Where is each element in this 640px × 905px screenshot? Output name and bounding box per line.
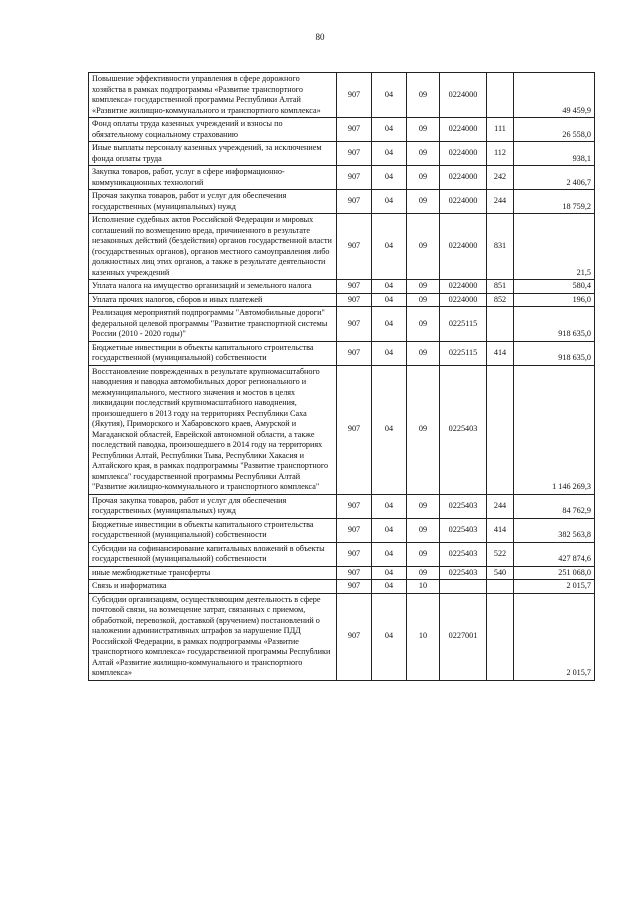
row-amount: 26 558,0 [514,118,595,142]
row-grbs-code: 907 [337,518,372,542]
table-row [89,593,595,680]
table-row [89,365,595,494]
row-target-article-code: 0225115 [440,341,487,365]
row-description: Уплата налога на имущество организаций и земельного налога [89,280,337,294]
row-amount: 938,1 [514,142,595,166]
row-section-code: 04 [372,542,407,566]
row-target-article-code: 0224000 [440,190,487,214]
row-expense-type-code [487,73,514,118]
row-target-article-code: 0224000 [440,73,487,118]
row-description: Бюджетные инвестиции в объекты капитального строительства государственной (муниципальной) собственности [89,518,337,542]
row-grbs-code: 907 [337,118,372,142]
row-expense-type-code: 540 [487,566,514,580]
row-subsection-code: 09 [407,341,440,365]
row-description: Восстановление поврежденных в результате крупномасштабного наводнения и паводка автомобильных дорог регионального и межмуниципального, местного значения и мостов в целях ликвидации последствий крупномасштабного наводнения, произошедшего в 2013 году на территориях Республики Саха (Якутия), Приморского и Хабаровского краев, Амурской и Магаданской областей, Еврейской автономной области, а также последствий паводка, произошедшего в 2014 году на территориях Республики Алтай, Республики Тыва, Республики Хакасия и Алтайского края, в рамках подпрограммы "Развитие транспортного комплекса" государственной программы Республики Алтай "Развитие жилищно-коммунального и транспортного комплекса" [89,365,337,494]
row-amount: 251 068,0 [514,566,595,580]
row-subsection-code: 09 [407,494,440,518]
row-section-code: 04 [372,73,407,118]
row-section-code: 04 [372,118,407,142]
row-expense-type-code: 414 [487,518,514,542]
row-target-article-code: 0225403 [440,566,487,580]
row-grbs-code: 907 [337,214,372,280]
row-expense-type-code: 852 [487,293,514,307]
row-subsection-code: 09 [407,365,440,494]
row-description: Уплата прочих налогов, сборов и иных платежей [89,293,337,307]
row-description: Реализация мероприятий подпрограммы "Автомобильные дороги" федеральной целевой программы "Развитие транспортной системы России (2010 - 2020 годы)" [89,307,337,342]
row-section-code: 04 [372,190,407,214]
row-target-article-code [440,580,487,594]
row-description: Субсидии организациям, осуществляющим деятельность в сфере почтовой связи, на возмещение затрат, связанных с приемом, обработкой, перевозкой, доставкой (вручением) постановлений о наложении административных штрафов за нарушение ПДД Российской Федерации, в рамках подпрограммы «Развитие транспортного комплекса» государственной программы Республики Алтай «Развитие жилищно-коммунального и транспортного комплекса» [89,593,337,680]
table-row [89,280,595,294]
row-grbs-code: 907 [337,494,372,518]
row-subsection-code: 10 [407,580,440,594]
table-row [89,190,595,214]
row-target-article-code: 0224000 [440,214,487,280]
row-grbs-code: 907 [337,307,372,342]
table-row [89,580,595,594]
row-expense-type-code: 414 [487,341,514,365]
row-amount: 918 635,0 [514,307,595,342]
budget-table [88,72,595,681]
row-description: Фонд оплаты труда казенных учреждений и взносы по обязательному социальному страхованию [89,118,337,142]
row-amount: 2 015,7 [514,580,595,594]
row-amount: 2 015,7 [514,593,595,680]
row-grbs-code: 907 [337,73,372,118]
row-amount: 2 406,7 [514,166,595,190]
row-target-article-code: 0224000 [440,280,487,294]
row-expense-type-code [487,365,514,494]
row-description: Связь и информатика [89,580,337,594]
row-target-article-code: 0224000 [440,118,487,142]
row-expense-type-code: 112 [487,142,514,166]
row-description: Субсидии на софинансирование капитальных вложений в объекты государственной (муниципальной) собственности [89,542,337,566]
row-subsection-code: 09 [407,118,440,142]
row-target-article-code: 0225115 [440,307,487,342]
row-section-code: 04 [372,214,407,280]
row-section-code: 04 [372,341,407,365]
row-subsection-code: 09 [407,293,440,307]
table-row [89,518,595,542]
row-grbs-code: 907 [337,341,372,365]
row-description: Закупка товаров, работ, услуг в сфере информационно-коммуникационных технологий [89,166,337,190]
row-section-code: 04 [372,365,407,494]
row-subsection-code: 09 [407,518,440,542]
row-section-code: 04 [372,566,407,580]
row-grbs-code: 907 [337,580,372,594]
row-amount: 196,0 [514,293,595,307]
row-amount: 21,5 [514,214,595,280]
row-section-code: 04 [372,293,407,307]
row-subsection-code: 09 [407,190,440,214]
row-expense-type-code: 244 [487,190,514,214]
table-row [89,341,595,365]
row-amount: 1 146 269,3 [514,365,595,494]
row-section-code: 04 [372,142,407,166]
row-target-article-code: 0224000 [440,293,487,307]
row-grbs-code: 907 [337,365,372,494]
table-row [89,73,595,118]
row-description: Прочая закупка товаров, работ и услуг для обеспечения государственных (муниципальных) нужд [89,494,337,518]
row-description: Бюджетные инвестиции в объекты капитального строительства государственной (муниципальной) собственности [89,341,337,365]
row-grbs-code: 907 [337,542,372,566]
row-section-code: 04 [372,580,407,594]
row-target-article-code: 0225403 [440,365,487,494]
row-expense-type-code: 242 [487,166,514,190]
row-amount: 84 762,9 [514,494,595,518]
row-amount: 918 635,0 [514,341,595,365]
row-target-article-code: 0224000 [440,166,487,190]
table-row [89,307,595,342]
row-description: Повышение эффективности управления в сфере дорожного хозяйства в рамках подпрограммы «Развитие транспортного комплекса» государственной программы Республики Алтай «Развитие жилищно-коммунального и транспортного комплекса» [89,73,337,118]
row-subsection-code: 09 [407,566,440,580]
row-expense-type-code: 522 [487,542,514,566]
row-grbs-code: 907 [337,190,372,214]
row-grbs-code: 907 [337,593,372,680]
row-amount: 18 759,2 [514,190,595,214]
row-section-code: 04 [372,280,407,294]
table-row [89,566,595,580]
row-description: Иные выплаты персоналу казенных учреждений, за исключением фонда оплаты труда [89,142,337,166]
row-expense-type-code: 111 [487,118,514,142]
row-subsection-code: 09 [407,214,440,280]
row-subsection-code: 09 [407,307,440,342]
row-expense-type-code: 851 [487,280,514,294]
row-target-article-code: 0225403 [440,518,487,542]
row-grbs-code: 907 [337,280,372,294]
table-row [89,142,595,166]
row-grbs-code: 907 [337,142,372,166]
table-row [89,118,595,142]
row-expense-type-code: 831 [487,214,514,280]
row-expense-type-code: 244 [487,494,514,518]
row-subsection-code: 10 [407,593,440,680]
row-description: Прочая закупка товаров, работ и услуг для обеспечения государственных (муниципальных) нужд [89,190,337,214]
row-section-code: 04 [372,494,407,518]
row-target-article-code: 0227001 [440,593,487,680]
row-subsection-code: 09 [407,142,440,166]
row-grbs-code: 907 [337,293,372,307]
row-subsection-code: 09 [407,166,440,190]
table-row [89,542,595,566]
row-target-article-code: 0224000 [440,142,487,166]
row-expense-type-code [487,580,514,594]
table-row [89,214,595,280]
row-section-code: 04 [372,518,407,542]
row-section-code: 04 [372,307,407,342]
table-row [89,494,595,518]
row-section-code: 04 [372,166,407,190]
table-row [89,293,595,307]
row-amount: 382 563,8 [514,518,595,542]
row-target-article-code: 0225403 [440,542,487,566]
row-section-code: 04 [372,593,407,680]
row-description: иные межбюджетные трансферты [89,566,337,580]
row-amount: 49 459,9 [514,73,595,118]
table-row [89,166,595,190]
row-description: Исполнение судебных актов Российской Федерации и мировых соглашений по возмещению вреда, причиненного в результате незаконных действий (бездействия) органов государственной власти (государственных органов), органов местного самоуправления либо должностных лиц этих органов, а также в результате деятельности казенных учреждений [89,214,337,280]
row-subsection-code: 09 [407,542,440,566]
row-grbs-code: 907 [337,566,372,580]
row-expense-type-code [487,593,514,680]
row-amount: 580,4 [514,280,595,294]
row-subsection-code: 09 [407,280,440,294]
page-number: 80 [315,32,325,42]
row-amount: 427 874,6 [514,542,595,566]
row-subsection-code: 09 [407,73,440,118]
row-grbs-code: 907 [337,166,372,190]
row-expense-type-code [487,307,514,342]
row-target-article-code: 0225403 [440,494,487,518]
